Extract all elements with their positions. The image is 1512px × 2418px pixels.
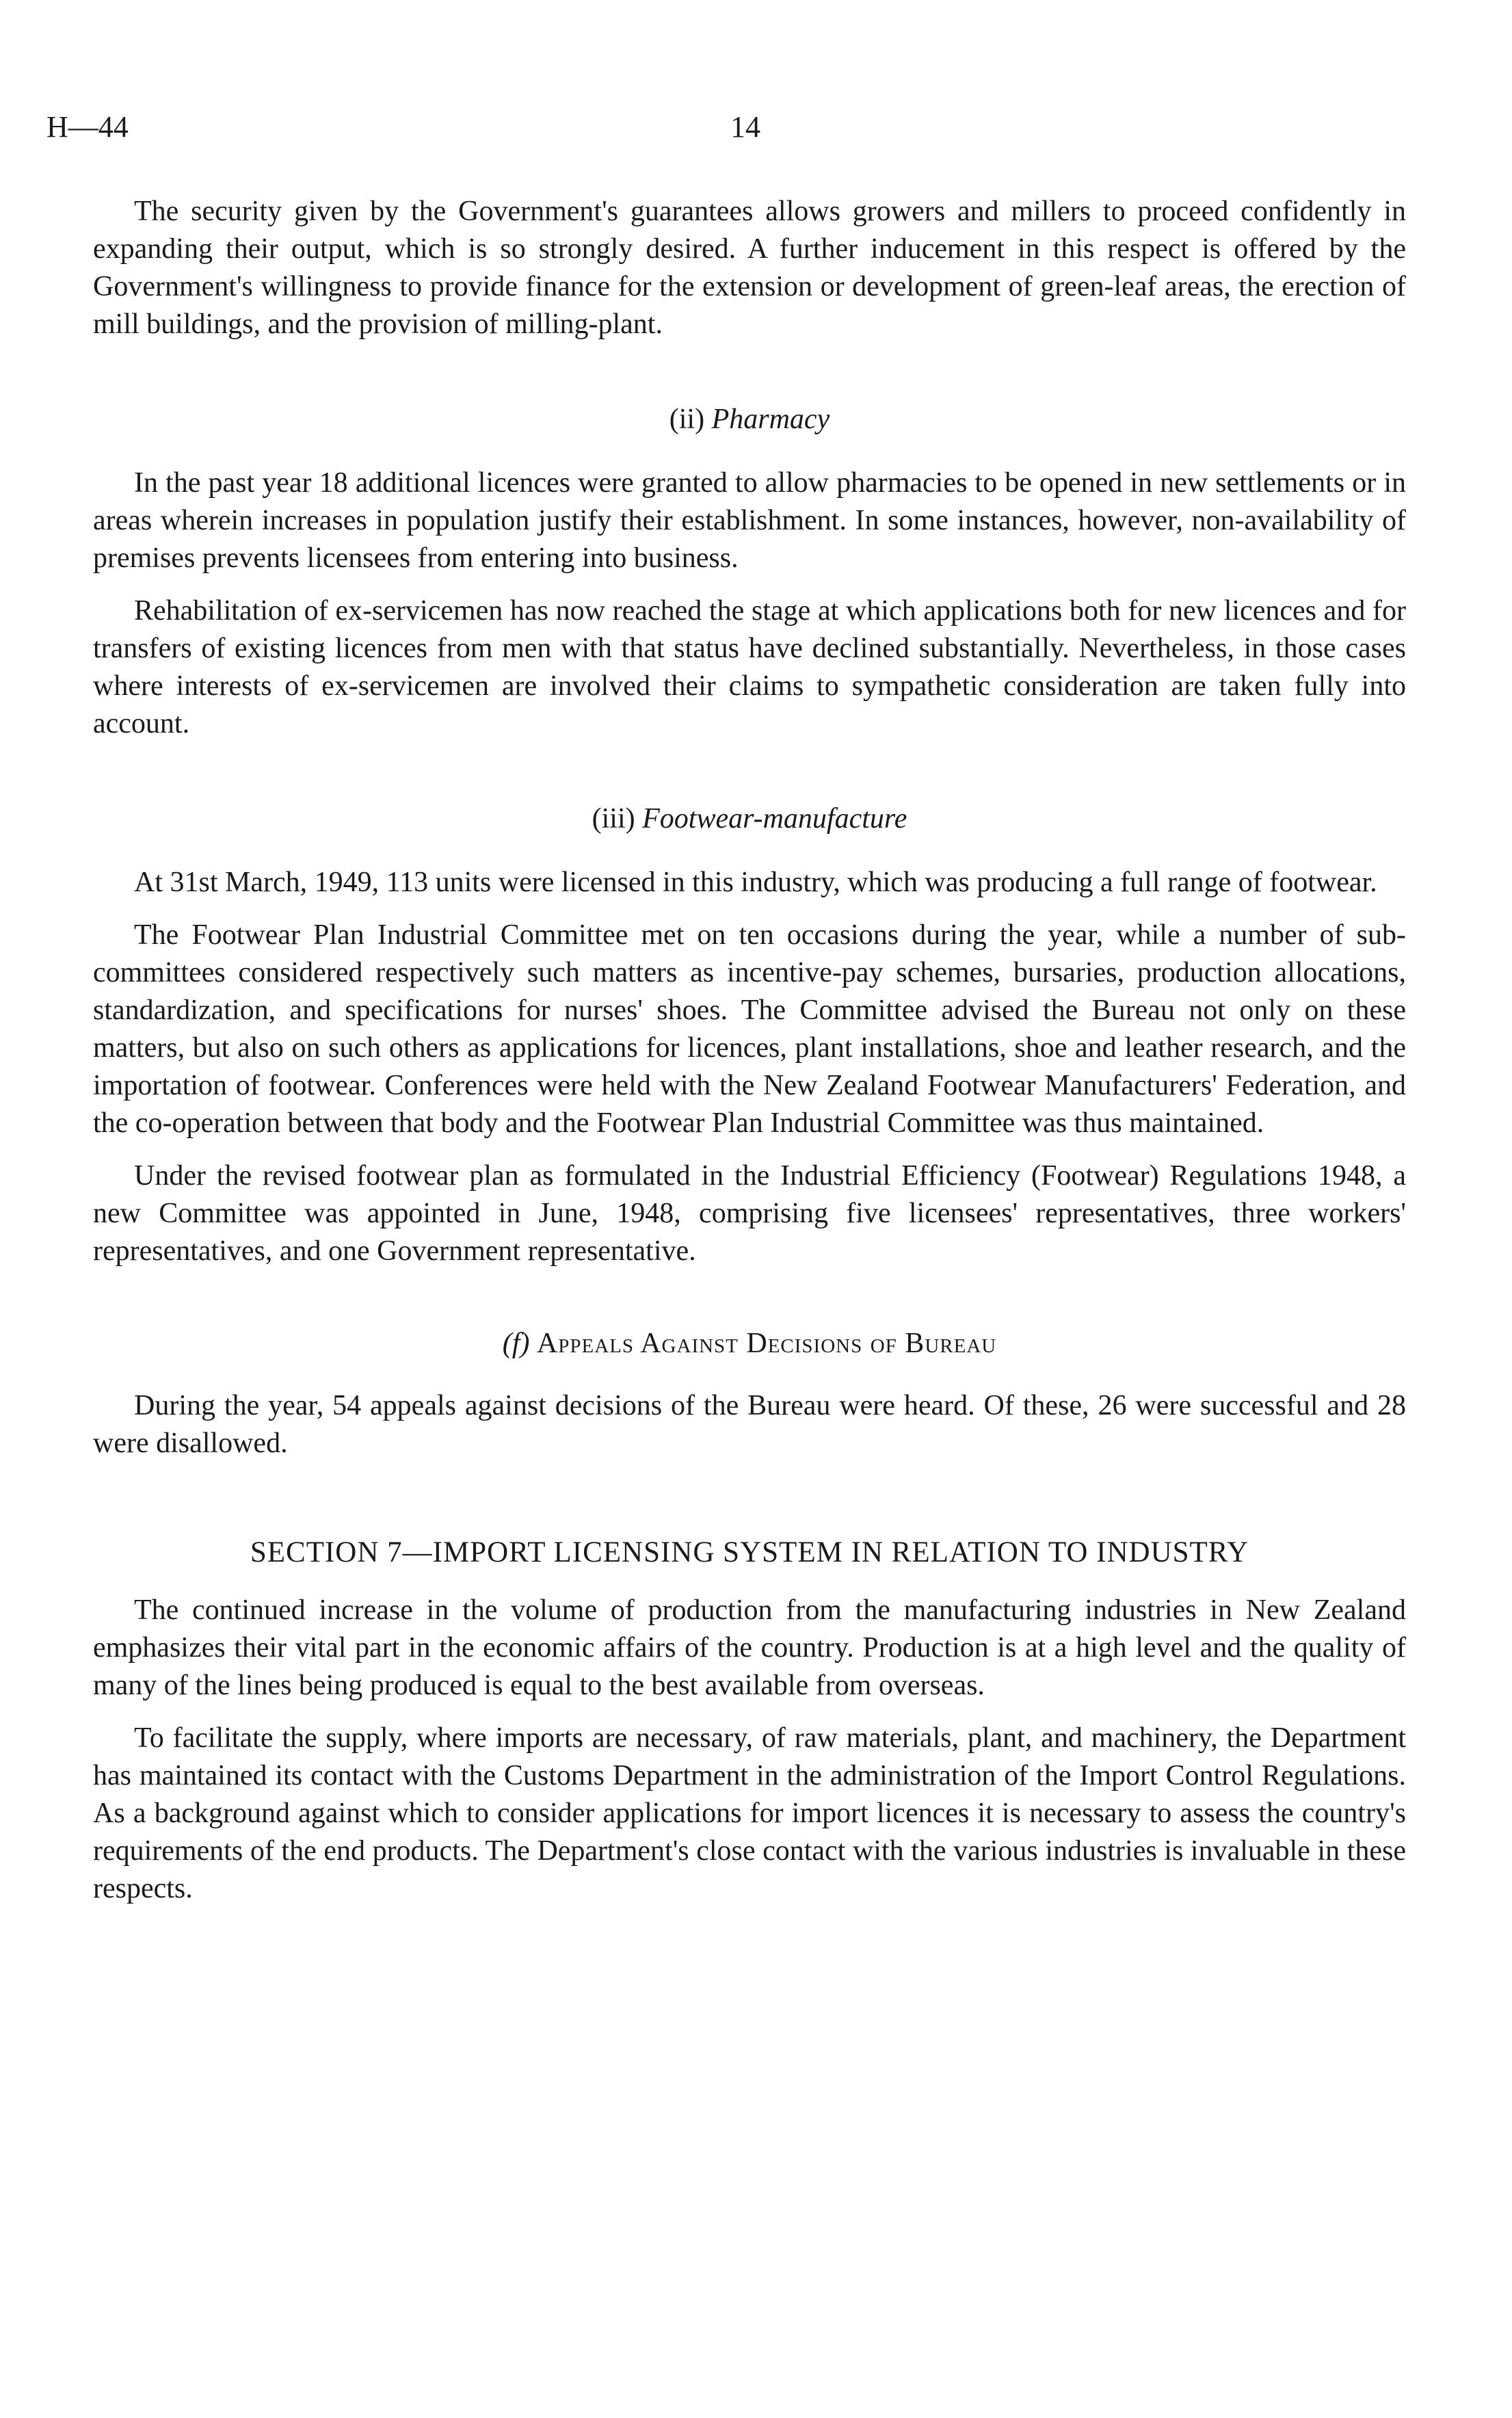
section-7-paragraph: To facilitate the supply, where imports are necessary, of raw materials, plant, and machinery, the Department has maintained its contact with the Customs Department in the administration of the Import Control Regulations. As a background against which to consider applications for import licences it is necessary to assess the country's requirements of the end products. The Department's close contact with the various industries is invaluable in these respects. <box>93 1722 1406 1904</box>
section-7-heading: SECTION 7—IMPORT LICENSING SYSTEM IN RELATION TO INDUSTRY <box>250 1536 1249 1568</box>
document-code: H—44 <box>47 110 129 144</box>
footwear-paragraph: Under the revised footwear plan as formulated in the Industrial Efficiency (Footwear) Regulations 1948, a new Committee was appointed in June, 1948, comprising five licensees' representatives, three workers' representatives, and one Government representative. <box>93 1160 1406 1267</box>
footwear-paragraph: At 31st March, 1949, 113 units were licensed in this industry, which was producing a full range of footwear. <box>134 867 1377 898</box>
page-header <box>47 109 1455 150</box>
footwear-heading <box>93 800 1406 838</box>
section-7-paragraph: The continued increase in the volume of production from the manufacturing industries in New Zealand emphasizes their vital part in the economic affairs of the country. Production is at a high level and the quality of many of the lines being produced is equal to the best available from overseas. <box>93 1594 1406 1701</box>
appeals-heading-title: Appeals Against Decisions of Bureau <box>536 1328 997 1359</box>
pharmacy-paragraph: In the past year 18 additional licences were granted to allow pharmacies to be opened in new settlements or in areas wherein increases in population justify their establishment. In some instances, however, non-availability of premises prevents licensees from entering into business. <box>93 467 1406 574</box>
pharmacy-heading-title: Pharmacy <box>711 404 830 435</box>
appeals-heading-letter: (f) <box>502 1328 530 1359</box>
page-body <box>93 193 1406 1923</box>
appeals-paragraph: During the year, 54 appeals against decisions of the Bureau were heard. Of these, 26 were successful and 28 were disallowed. <box>93 1390 1406 1459</box>
pharmacy-heading-number: (ii) <box>669 404 705 435</box>
footwear-heading-number: (iii) <box>592 803 635 835</box>
footwear-heading-title: Footwear-manufacture <box>642 803 907 835</box>
pharmacy-heading <box>93 401 1406 438</box>
pharmacy-paragraph: Rehabilitation of ex-servicemen has now reached the stage at which applications both for new licences and for transfers of existing licences from men with that status have declined substantially. Nevertheless, in those cases where interests of ex-servicemen are involved their claims to sympathetic consideration are taken fully into account. <box>93 595 1406 739</box>
appeals-heading <box>93 1325 1406 1363</box>
intro-paragraph: The security given by the Government's guarantees allows growers and millers to proceed confidently in expanding their output, which is so strongly desired. A further inducement in this respect is offered by the Government's willingness to provide finance for the extension or development of green-leaf areas, the erection of mill buildings, and the provision of milling-plant. <box>93 196 1406 340</box>
page-number: 14 <box>730 110 760 144</box>
footwear-paragraph: The Footwear Plan Industrial Committee met on ten occasions during the year, while a number of sub-committees considered respectively such matters as incentive-pay schemes, bursaries, production allocations, standardization, and specifications for nurses' shoes. The Committee advised the Bureau not only on these matters, but also on such others as applications for licences, plant installations, shoe and leather research, and the importation of footwear. Conferences were held with the New Zealand Footwear Manufacturers' Federation, and the co-operation between that body and the Footwear Plan Industrial Committee was thus maintained. <box>93 919 1406 1139</box>
